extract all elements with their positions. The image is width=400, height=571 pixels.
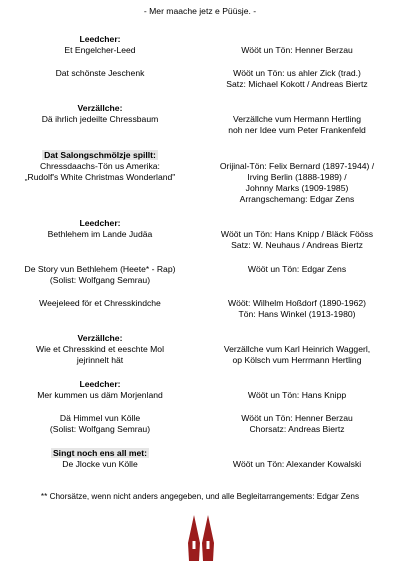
item-title: Dat schönste Jeschenk <box>55 68 145 78</box>
item-credit: Arrangschemang: Edgar Zens <box>239 194 355 204</box>
item-title: De Jlocke vun Kölle <box>62 459 138 469</box>
item-credit: Satz: W. Neuhaus / Andreas Biertz <box>231 240 363 250</box>
item-title: Mer kummen us däm Morjenland <box>37 390 163 400</box>
section-heading: Leedcher: <box>79 34 121 44</box>
item-title: Wie et Chresskind et eeschte Mol <box>35 344 164 354</box>
item-title: jejrinnelt hät <box>76 355 124 365</box>
item-credit: Wööt un Tön: Alexander Kowalski <box>232 459 362 469</box>
item-credit: Verzällche vum Karl Heinrich Waggerl, <box>223 344 371 354</box>
item-credit: Satz: Michael Kokott / Andreas Biertz <box>226 79 368 89</box>
item-title: Dä ihrlich jedeilte Chressbaum <box>41 114 159 124</box>
right-spire <box>202 515 214 561</box>
footnote: ** Chorsätze, wenn nicht anders angegeben, und alle Begleitarrangements: Edgar Zens <box>40 492 360 501</box>
item-credit: Orijinal-Tön: Felix Bernard (1897-1944) / <box>219 161 375 171</box>
item-title: (Solist: Wolfgang Semrau) <box>49 424 151 434</box>
item-title: De Story vun Bethlehem (Heete* - Rap) <box>24 264 176 274</box>
cathedral-spires-icon <box>186 515 216 561</box>
item-credit: Wööt un Tön: Hans Knipp <box>247 390 347 400</box>
item-credit: Wööt un Tön: Henner Berzau <box>241 413 353 423</box>
item-title: Bethlehem im Lande Judäa <box>47 229 153 239</box>
item-credit: Wööt un Tön: Henner Berzau <box>241 45 353 55</box>
item-title: Dä Himmel vun Kölle <box>59 413 141 423</box>
section-heading: Leedcher: <box>79 218 121 228</box>
item-title: (Solist: Wolfgang Semrau) <box>49 275 151 285</box>
item-title: Chressdaachs-Tön us Amerika: <box>40 161 160 171</box>
section-heading-text: Dat Salongschmölzje spillt: <box>44 150 156 160</box>
item-title: „Rudolf's White Christmas Wonderland" <box>24 172 176 182</box>
item-credit: Wööt: Wilhelm Hoßdorf (1890-1962) <box>227 298 367 308</box>
section-heading-text: Singt noch ens all met: <box>52 448 148 458</box>
item-credit: op Kölsch vum Herrmann Hertling <box>232 355 362 365</box>
section-heading: Verzällche: <box>77 333 123 343</box>
item-credit: noh ner Idee vum Peter Frankenfeld <box>228 125 366 135</box>
item-credit: Wööt un Tön: Hans Knipp / Bläck Fööss <box>220 229 374 239</box>
section-heading <box>0 448 200 458</box>
item-credit: Wööt un Tön: us ahler Zick (trad.) <box>233 68 361 78</box>
item-credit: Tön: Hans Winkel (1913-1980) <box>238 309 356 319</box>
item-title: Weejeleed för et Chresskindche <box>39 298 161 308</box>
section-heading <box>0 150 200 160</box>
item-title: Et Engelcher-Leed <box>64 45 136 55</box>
page-header: - Mer maache jetz e Püüsje. - <box>143 6 257 16</box>
item-credit: Irving Berlin (1888-1989) / <box>247 172 347 182</box>
left-spire <box>188 515 200 561</box>
item-credit: Wööt un Tön: Edgar Zens <box>247 264 347 274</box>
item-credit: Chorsatz: Andreas Biertz <box>249 424 345 434</box>
section-heading: Verzällche: <box>77 103 123 113</box>
item-credit: Johnny Marks (1909-1985) <box>245 183 349 193</box>
item-credit: Verzällche vum Hermann Hertling <box>232 114 361 124</box>
section-heading: Leedcher: <box>79 379 121 389</box>
